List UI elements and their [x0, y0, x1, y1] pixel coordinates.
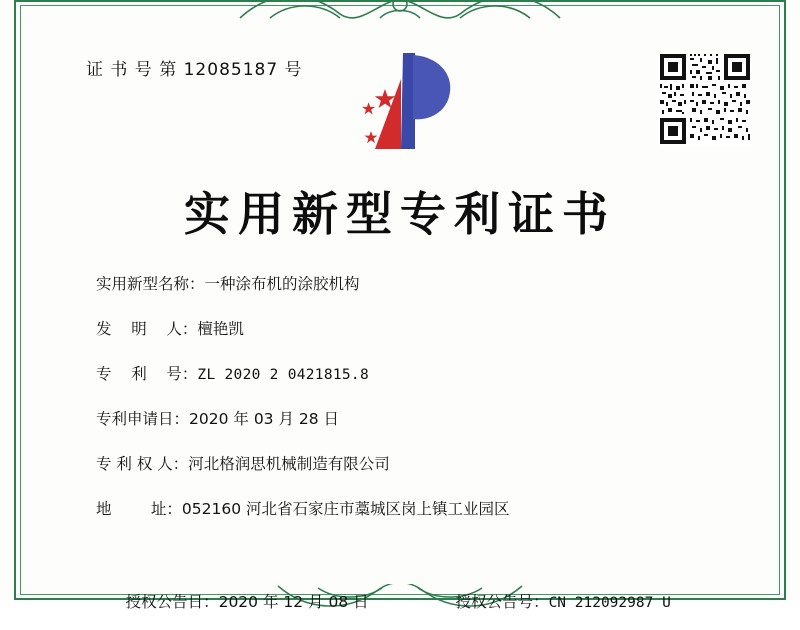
field-row-patent-number	[96, 362, 736, 384]
field-value-patentee: 河北格润思机械制造有限公司	[188, 455, 390, 473]
field-value-invention-name: 一种涂布机的涂胶机构	[204, 275, 360, 293]
field-row-grant-number	[426, 572, 671, 630]
page-title: 实用新型专利证书	[184, 187, 616, 241]
field-value-address: 052160 河北省石家庄市藁城区岗上镇工业园区	[181, 500, 510, 518]
field-label-application-date: 专利申请日：	[96, 410, 190, 428]
field-value-patent-number: ZL 2020 2 0421815.8	[197, 367, 369, 383]
certificate-number: 证 书 号 第 12085187 号	[86, 60, 303, 80]
field-label-invention-name: 实用新型名称：	[96, 275, 205, 293]
field-row-address	[96, 497, 736, 519]
field-label-grant-date: 授权公告日：	[125, 593, 219, 611]
field-value-inventor: 檀艳凯	[197, 320, 244, 338]
cnipa-patent-logo-icon	[345, 45, 465, 160]
certificate-fields	[96, 272, 736, 542]
field-label-address: 地 址：	[96, 500, 182, 518]
field-value-grant-number: CN 212092987 U	[548, 595, 671, 611]
field-row-invention-name	[96, 272, 736, 294]
field-row-grant-date	[96, 572, 426, 630]
top-ornament-decoration	[230, 0, 570, 22]
field-value-grant-date: 2020 年 12 月 08 日	[218, 593, 369, 611]
certificate-grant-row	[96, 572, 756, 630]
field-row-patentee	[96, 452, 736, 474]
field-label-grant-number: 授权公告号：	[455, 593, 549, 611]
field-label-patent-number: 专 利 号：	[96, 365, 198, 383]
field-label-patentee: 专 利 权 人：	[96, 455, 189, 473]
field-row-application-date	[96, 407, 736, 429]
field-label-inventor: 发 明 人：	[96, 320, 198, 338]
field-row-inventor	[96, 317, 736, 339]
field-value-application-date: 2020 年 03 月 28 日	[189, 410, 340, 428]
qr-code-icon	[658, 52, 752, 146]
